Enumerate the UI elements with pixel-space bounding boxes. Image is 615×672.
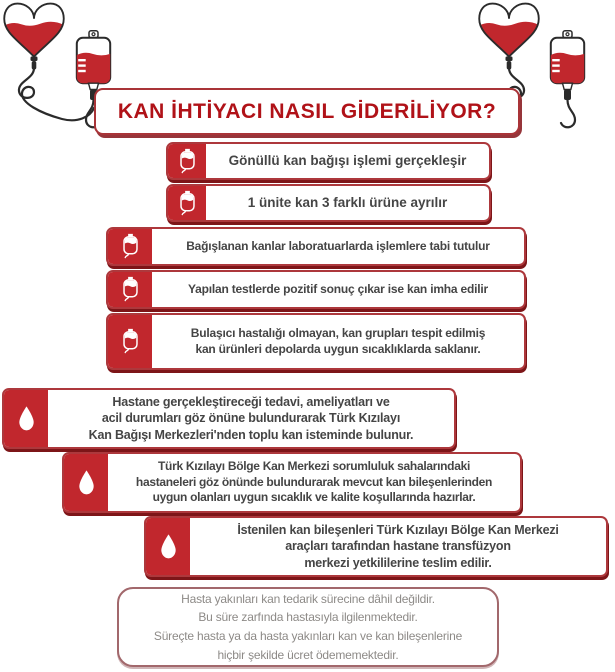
step-line: İstenilen kan bileşenleri Türk Kızılayı Bölge Kan Merkezi [237,522,559,537]
step-line: 1 ünite kan 3 farklı ürüne ayrılır [247,195,448,211]
heart-blood-bag-icon [479,4,539,59]
step-4 [106,270,526,309]
step-icon-cell [168,186,206,220]
blood-bag-icon [120,328,141,355]
step-icon-cell [146,518,190,575]
step-line: Bulaşıcı hastalığı olmayan, kan grupları tespit edilmiş [190,325,486,340]
step-text [152,315,524,368]
step-icon-cell [108,229,152,264]
step-line: araçları tarafından hastane transfüzyon [285,539,511,554]
blood-drop-icon [16,405,37,432]
page-title: KAN İHTİYACI NASIL GİDERİLİYOR? [117,99,497,123]
heart-blood-bag-icon [4,4,64,59]
title-banner [94,88,520,135]
step-line: kan ürünleri depolarda uygun sıcaklıklarda saklanır. [195,341,481,356]
step-line: Kan Bağışı Merkezleri'nden toplu kan isteminde bulunur. [88,427,414,442]
step-icon-cell [168,144,206,178]
blood-bag-icon [177,190,198,217]
step-line: Türk Kızılayı Bölge Kan Merkezi sorumluluk sahalarındaki [158,458,470,473]
step-icon-cell [4,390,48,447]
footnote-line: Bu süre zarfında hastasıyla ilgilenmektedir. [198,610,418,625]
step-line: Hastane gerçekleştireceği tedavi, ameliyatları ve [112,394,390,409]
tube-curl-icon [561,100,575,127]
step-line: hastaneleri göz önünde bulundurarak mevcut kan bileşenlerinden [135,474,493,489]
tube-clamp-icon [31,57,38,70]
step-text [190,518,606,575]
step-line: uygun olanları uygun sıcaklık ve kalite koşullarında hazırlar. [152,490,476,505]
step-line: Gönüllü kan bağışı işlemi gerçekleşir [228,153,467,169]
iv-drip-bag-icon [550,31,585,100]
footnote-line: Hasta yakınları kan tedarik sürecine dâhil değildir. [181,591,435,606]
tube-clamp-icon [506,57,513,70]
step-7 [62,452,522,513]
blood-drop-icon [158,533,179,560]
step-line: Yapılan testlerde pozitif sonuç çıkar ise kan imha edilir [187,281,489,296]
footnote-line: Süreçte hasta ya da hasta yakınları kan ve kan bileşenlerine [153,629,463,643]
footnote-line: hiçbir şekilde ücret ödememektedir. [217,647,399,662]
blood-bag-icon [120,233,141,260]
step-6 [2,388,456,449]
step-1 [166,142,491,180]
blood-bag-icon [177,148,198,175]
step-icon-cell [64,454,108,511]
step-text [108,454,520,511]
footnote-card [117,587,499,667]
step-text [152,229,524,264]
step-icon-cell [108,315,152,368]
step-2 [166,184,491,222]
step-5 [106,313,526,370]
step-text [152,272,524,307]
step-line: merkezi yetkililerine teslim edilir. [304,555,492,570]
step-line: acil durumları göz önüne bulundurarak Türk Kızılayı [101,411,401,426]
step-8 [144,516,608,577]
step-text [48,390,454,447]
step-icon-cell [108,272,152,307]
step-text [206,144,489,178]
blood-drop-icon [76,469,97,496]
step-line: Bağışlanan kanlar laboratuarlarda işlemlere tabi tutulur [186,238,490,253]
blood-bag-icon [120,276,141,303]
step-3 [106,227,526,266]
step-text [206,186,489,220]
